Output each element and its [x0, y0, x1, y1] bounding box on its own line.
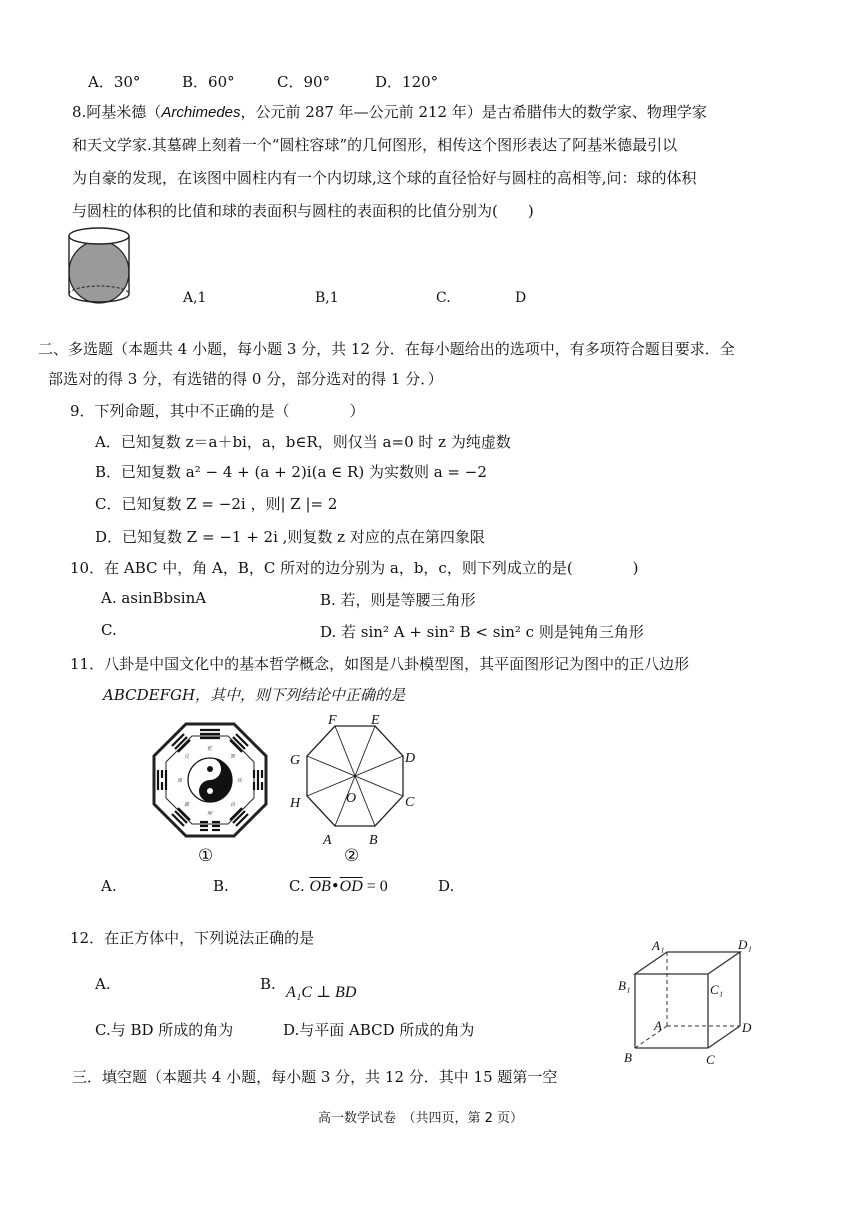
q10-option-b: B. 若，则是等腰三角形	[320, 591, 476, 609]
q12-stem: 12．在正方体中，下列说法正确的是	[70, 929, 315, 947]
q7-option-c: C．90°	[277, 73, 331, 91]
q8-option-d: D	[515, 290, 527, 306]
q7-option-a: A．30°	[88, 73, 141, 91]
q8-option-a: A,1	[183, 290, 207, 306]
bagua-mark-xun: 巽	[230, 755, 236, 760]
bagua-diagram	[150, 720, 270, 840]
q7-option-b: B．60°	[182, 73, 235, 91]
q9-option-a: A．已知复数 z＝a＋bi，a，b∈R，则仅当 a=0 时 z 为纯虚数	[95, 433, 511, 451]
q10-option-a: A. asinBbsinA	[101, 589, 207, 607]
cube-label-b: B	[624, 1050, 632, 1065]
q9-option-c: C．已知复数 Z = −2i ，则| Z |= 2	[95, 495, 338, 513]
cylinder-sphere-figure	[66, 224, 136, 306]
q11-option-a: A.	[101, 877, 117, 895]
bagua-mark-kun: 坤	[207, 812, 213, 817]
vertex-label-c: C	[405, 795, 415, 810]
vertex-label-g: G	[290, 753, 301, 768]
q11-stem-line2: ABCDEFGH，其中，则下列结论中正确的是	[103, 686, 406, 704]
cube-label-c: C	[706, 1052, 715, 1067]
q10-stem: 10．在 ABC 中，角 A，B，C 所对的边分别为 a，b，c，则下列成立的是( )	[70, 559, 639, 577]
q11-stem-line1: 11．八卦是中国文化中的基本哲学概念，如图是八卦模型图，其平面图形记为图中的正八边形	[70, 655, 690, 673]
vertex-label-a: A	[323, 833, 332, 848]
q11-option-c: C. $\overline{OB}•\overline{OD} = 0$	[289, 877, 388, 895]
q11-option-d: D.	[438, 877, 455, 895]
q8-option-b: B,1	[315, 290, 339, 306]
q12-option-a: A.	[95, 975, 111, 993]
cube-label-b1: B₁	[618, 978, 631, 993]
q12-option-b: B.	[260, 975, 276, 993]
center-label-o: O	[346, 791, 357, 806]
bagua-mark-kan: 坎	[237, 779, 243, 784]
q9-stem: 9．下列命题，其中不正确的是（ ）	[70, 402, 365, 420]
cube-label-c1: C₁	[710, 982, 724, 997]
q7-option-d: D．120°	[375, 73, 439, 91]
vertex-label-f: F	[328, 713, 337, 728]
bagua-mark-dui: 兑	[184, 755, 190, 760]
q10-option-d: D. 若 sin² A + sin² B < sin² c 则是钝角三角形	[320, 623, 644, 641]
q9-option-b: B．已知复数 a² − 4 + (a + 2)i(a ∈ R) 为实数则 a = −2	[95, 463, 487, 481]
q8-stem-line2: 和天文学家.其墓碑上刻着一个“圆柱容球”的几何图形，相传这个图形表达了阿基米德最引以	[72, 136, 678, 154]
section2-heading-line1: 二、多选题（本题共 4 小题，每小题 3 分，共 12 分．在每小题给出的选项中，有多项符合题目要求．全	[38, 340, 735, 358]
cube-label-a: A	[654, 1018, 662, 1033]
vertex-label-e: E	[371, 713, 380, 728]
cube-label-d1: D₁	[738, 937, 752, 952]
cube-label-a1: A₁	[652, 938, 665, 953]
bagua-mark-gen: 艮	[230, 803, 236, 808]
figure2-caption: ②	[344, 846, 360, 866]
figure1-caption: ①	[198, 846, 214, 866]
section3-heading: 三．填空题（本题共 4 小题，每小题 3 分，共 12 分．其中 15 题第一空	[72, 1068, 558, 1086]
q9-option-d: D．已知复数 Z = −1 + 2i ,则复数 z 对应的点在第四象限	[95, 528, 485, 546]
page-footer: 高一数学试卷 （共四页，第 2 页）	[318, 1111, 524, 1126]
q8-stem-line4: 与圆柱的体积的比值和球的表面积与圆柱的表面积的比值分别为( )	[72, 202, 534, 220]
bagua-mark-zhen: 震	[184, 803, 190, 808]
q11-option-b: B.	[213, 877, 229, 895]
bagua-mark-li: 离	[177, 779, 183, 784]
cube-label-d: D	[742, 1020, 752, 1035]
cube-diagram	[610, 936, 770, 1076]
section2-heading-line2: 部选对的得 3 分，有选错的得 0 分，部分选对的得 1 分．）	[48, 370, 443, 388]
q10-option-c: C.	[101, 621, 117, 639]
q8-stem-line1: 8.阿基米德（Archimedes，公元前 287 年—公元前 212 年）是古希腊伟大的数学家、物理学家	[72, 103, 707, 121]
bagua-mark-qian: 乾	[207, 747, 213, 752]
vertex-label-b: B	[369, 833, 378, 848]
vertex-label-d: D	[405, 751, 416, 766]
vertex-label-h: H	[290, 796, 301, 811]
q12-option-b-math: A₁C ⊥ BD	[286, 984, 357, 1001]
q8-stem-line3: 为自豪的发现，在该图中圆柱内有一个内切球,这个球的直径恰好与圆柱的高相等,问：球的体积	[72, 169, 697, 187]
q8-option-c: C.	[436, 290, 451, 306]
yin-yang-icon	[188, 758, 232, 802]
q12-option-c: C.与 BD 所成的角为	[95, 1021, 234, 1039]
octagon-diagram	[285, 712, 425, 852]
q12-option-d: D.与平面 ABCD 所成的角为	[283, 1021, 475, 1039]
